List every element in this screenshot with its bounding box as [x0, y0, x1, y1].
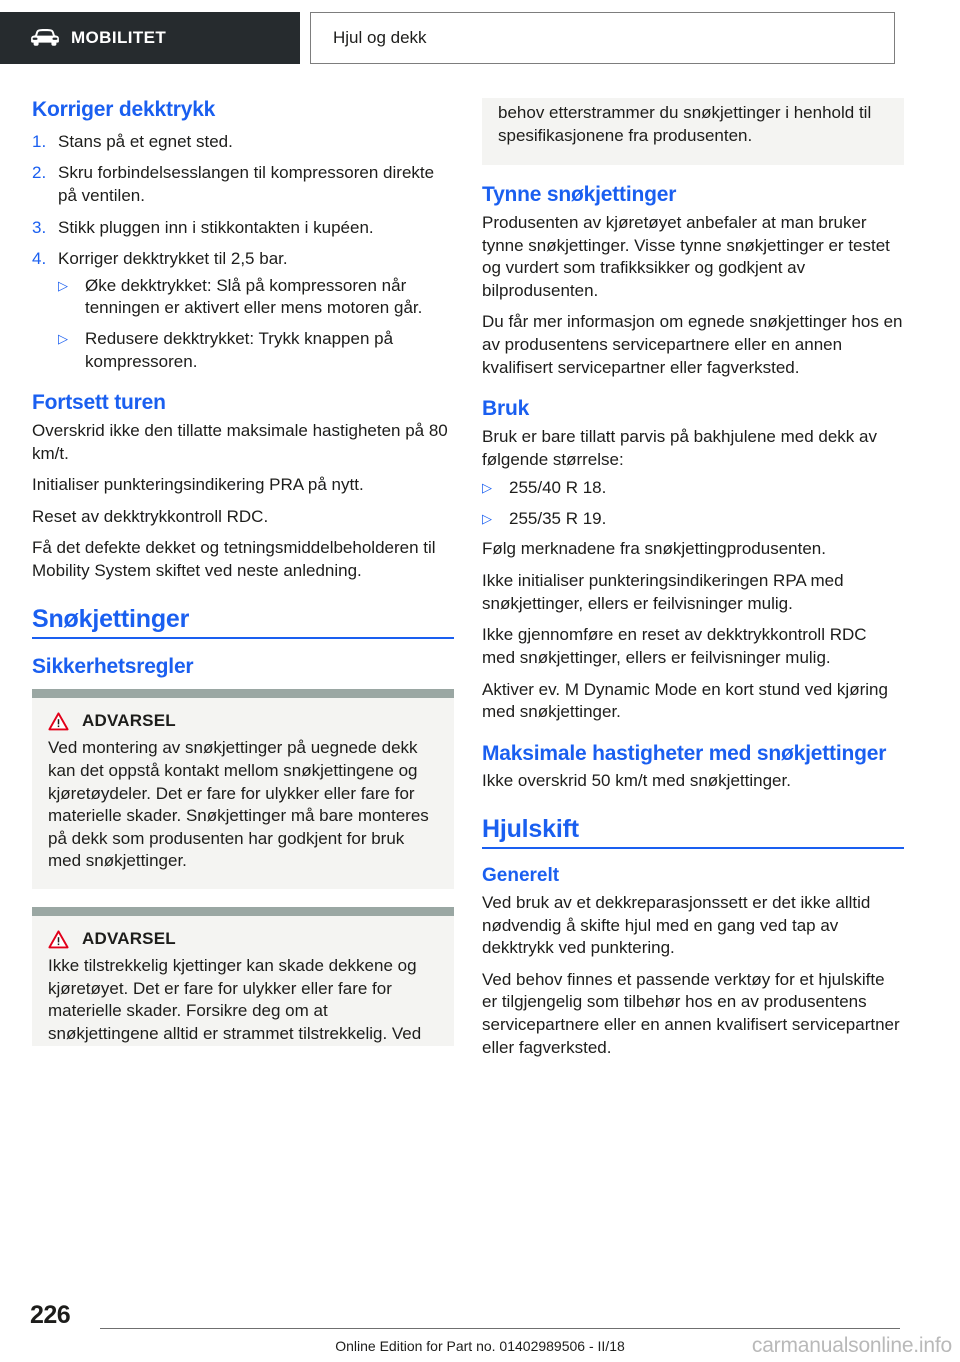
step-number: 4.	[32, 249, 47, 269]
triangle-bullet-icon: ▷	[58, 277, 68, 293]
warning-triangle-icon	[48, 712, 69, 731]
paragraph: Ved behov finnes et passende verktøy for et hjulskifte er tilgjengelig som tilbehør hos en av produsentens servicepartnere eller en annen kvalifisert servicepartner eller fagverksted.	[482, 969, 900, 1057]
right-column	[482, 98, 904, 1059]
korriger-steps-list	[32, 131, 454, 271]
korriger-substeps-list	[58, 275, 454, 373]
heading-snokjettinger: Snøkjettinger	[32, 605, 454, 639]
step-text: Stikk pluggen inn i stikkontakten i kupéen.	[58, 217, 374, 237]
list-item	[482, 477, 904, 500]
heading-generelt: Generelt	[482, 865, 560, 887]
bruk-sizes-list	[482, 477, 904, 530]
watermark: carmanualsonline.info	[751, 1334, 952, 1357]
heading-maksimale-hastigheter: Maksimale hastigheter med snøkjettinger	[482, 741, 887, 765]
paragraph: Følg merknadene fra snøkjettingprodusenten.	[482, 539, 826, 559]
paragraph: Produsenten av kjøretøyet anbefaler at man bruker tynne snøkjettinger. Visse tynne snøkjettinger er testet og vurdert som trafikksikker og godkjent av bilprodusenten.	[482, 212, 890, 300]
heading-bruk: Bruk	[482, 397, 530, 421]
paragraph: Aktiver ev. M Dynamic Mode en kort stund ved kjøring med snøkjettinger.	[482, 679, 888, 722]
list-item	[32, 248, 454, 271]
paragraph: Overskrid ikke den tillatte maksimale hastigheten på 80 km/t.	[32, 421, 448, 463]
paragraph: Ved bruk av et dekkreparasjonssett er det ikke alltid nødvendig å skifte hjul med en gang ved tap av dekktrykk ved punktering.	[482, 892, 871, 958]
footer-note: Online Edition for Part no. 01402989506 - II/18	[335, 1338, 625, 1354]
list-item	[58, 275, 454, 320]
warning-text: Ikke tilstrekkelig kjettinger kan skade dekkene og kjøretøyet. Det er fare for ulykker eller fare for materielle skader. Forsikre deg om at snøkjettingene alltid er strammet tilstrekkelig. Ved	[48, 956, 422, 1043]
step-number: 2.	[32, 163, 47, 183]
left-column	[32, 98, 454, 1064]
warning-header	[48, 711, 438, 731]
list-item	[32, 131, 454, 154]
triangle-bullet-icon: ▷	[482, 480, 492, 496]
paragraph: Initialiser punkteringsindikering PRA på nytt.	[32, 475, 364, 495]
list-item	[58, 328, 454, 373]
step-text: Stans på et egnet sted.	[58, 131, 233, 151]
list-item	[32, 162, 454, 207]
heading-sikkerhetsregler: Sikkerhetsregler	[32, 654, 194, 678]
heading-fortsett-turen: Fortsett turen	[32, 391, 166, 415]
warning-body	[32, 916, 454, 1045]
substep-text: Redusere dekktrykket: Trykk knappen på kompressoren.	[85, 329, 394, 371]
triangle-bullet-icon: ▷	[58, 331, 68, 347]
warning-triangle-icon	[48, 930, 69, 949]
warning-bar	[32, 689, 454, 698]
tyre-size: 255/35 R 19.	[509, 508, 607, 528]
paragraph: Ikke initialiser punkteringsindikeringen RPA med snøkjettinger, ellers er feilvisninger mulig.	[482, 571, 844, 613]
warning-title: ADVARSEL	[82, 929, 176, 949]
warning-header	[48, 929, 438, 949]
step-number: 3.	[32, 217, 47, 237]
page-number: 226	[30, 1301, 71, 1329]
substep-text: Øke dekktrykket: Slå på kompressoren når tenningen er aktivert eller mens motoren går.	[85, 275, 423, 318]
warning-bar	[32, 907, 454, 916]
chapter-tab[interactable]	[310, 12, 895, 64]
page-header	[0, 12, 960, 64]
tyre-size: 255/40 R 18.	[509, 478, 607, 498]
step-text: Korriger dekktrykket til 2,5 bar.	[58, 249, 288, 269]
paragraph: Ikke gjennomføre en reset av dekktrykkontroll RDC med snøkjettinger, ellers er feilvisninger mulig.	[482, 625, 867, 667]
heading-hjulskift: Hjulskift	[482, 815, 904, 849]
list-item	[32, 217, 454, 240]
triangle-bullet-icon: ▷	[482, 510, 492, 526]
heading-korriger-dekktrykk: Korriger dekktrykk	[32, 98, 216, 121]
warning-box	[32, 689, 454, 889]
step-number: 1.	[32, 131, 47, 151]
heading-tynne-snokjettinger: Tynne snøkjettinger	[482, 183, 677, 207]
paragraph: Reset av dekktrykkontroll RDC.	[32, 506, 269, 526]
list-item	[482, 508, 904, 531]
paragraph: Du får mer informasjon om egnede snøkjettinger hos en av produsentens servicepartnere eller en annen kvalifisert servicepartner eller fagverksted.	[482, 312, 903, 377]
brand-block	[0, 12, 300, 64]
paragraph: Bruk er bare tillatt parvis på bakhjulene med dekk av følgende størrelse:	[482, 427, 877, 469]
warning-continuation-box: behov etterstrammer du snøkjettinger i henhold til spesifikasjonene fra produsenten.	[482, 98, 904, 165]
step-text: Skru forbindelsesslangen til kompressoren direkte på ventilen.	[58, 163, 435, 205]
warning-title: ADVARSEL	[82, 711, 176, 731]
page-footer	[0, 1290, 960, 1362]
warning-body	[32, 698, 454, 889]
warning-box	[32, 907, 454, 1045]
car-front-icon	[30, 28, 60, 48]
warning-text: Ved montering av snøkjettinger på uegnede dekk kan det oppstå kontakt mellom snøkjettingene og kjøretøydeler. Det er fare for ulykker eller fare for materielle skader. Snøkjettinger må bare monteres på dekk som produsenten har godkjent for bruk med snøkjettinger.	[48, 738, 429, 871]
footer-divider	[100, 1328, 900, 1329]
brand-label: MOBILITET	[71, 28, 167, 47]
paragraph: Få det defekte dekket og tetningsmiddelbeholderen til Mobility System skiftet ved neste anledning.	[32, 538, 436, 581]
paragraph: Ikke overskrid 50 km/t med snøkjettinger.	[482, 771, 791, 791]
chapter-tab-label: Hjul og dekk	[333, 28, 427, 47]
